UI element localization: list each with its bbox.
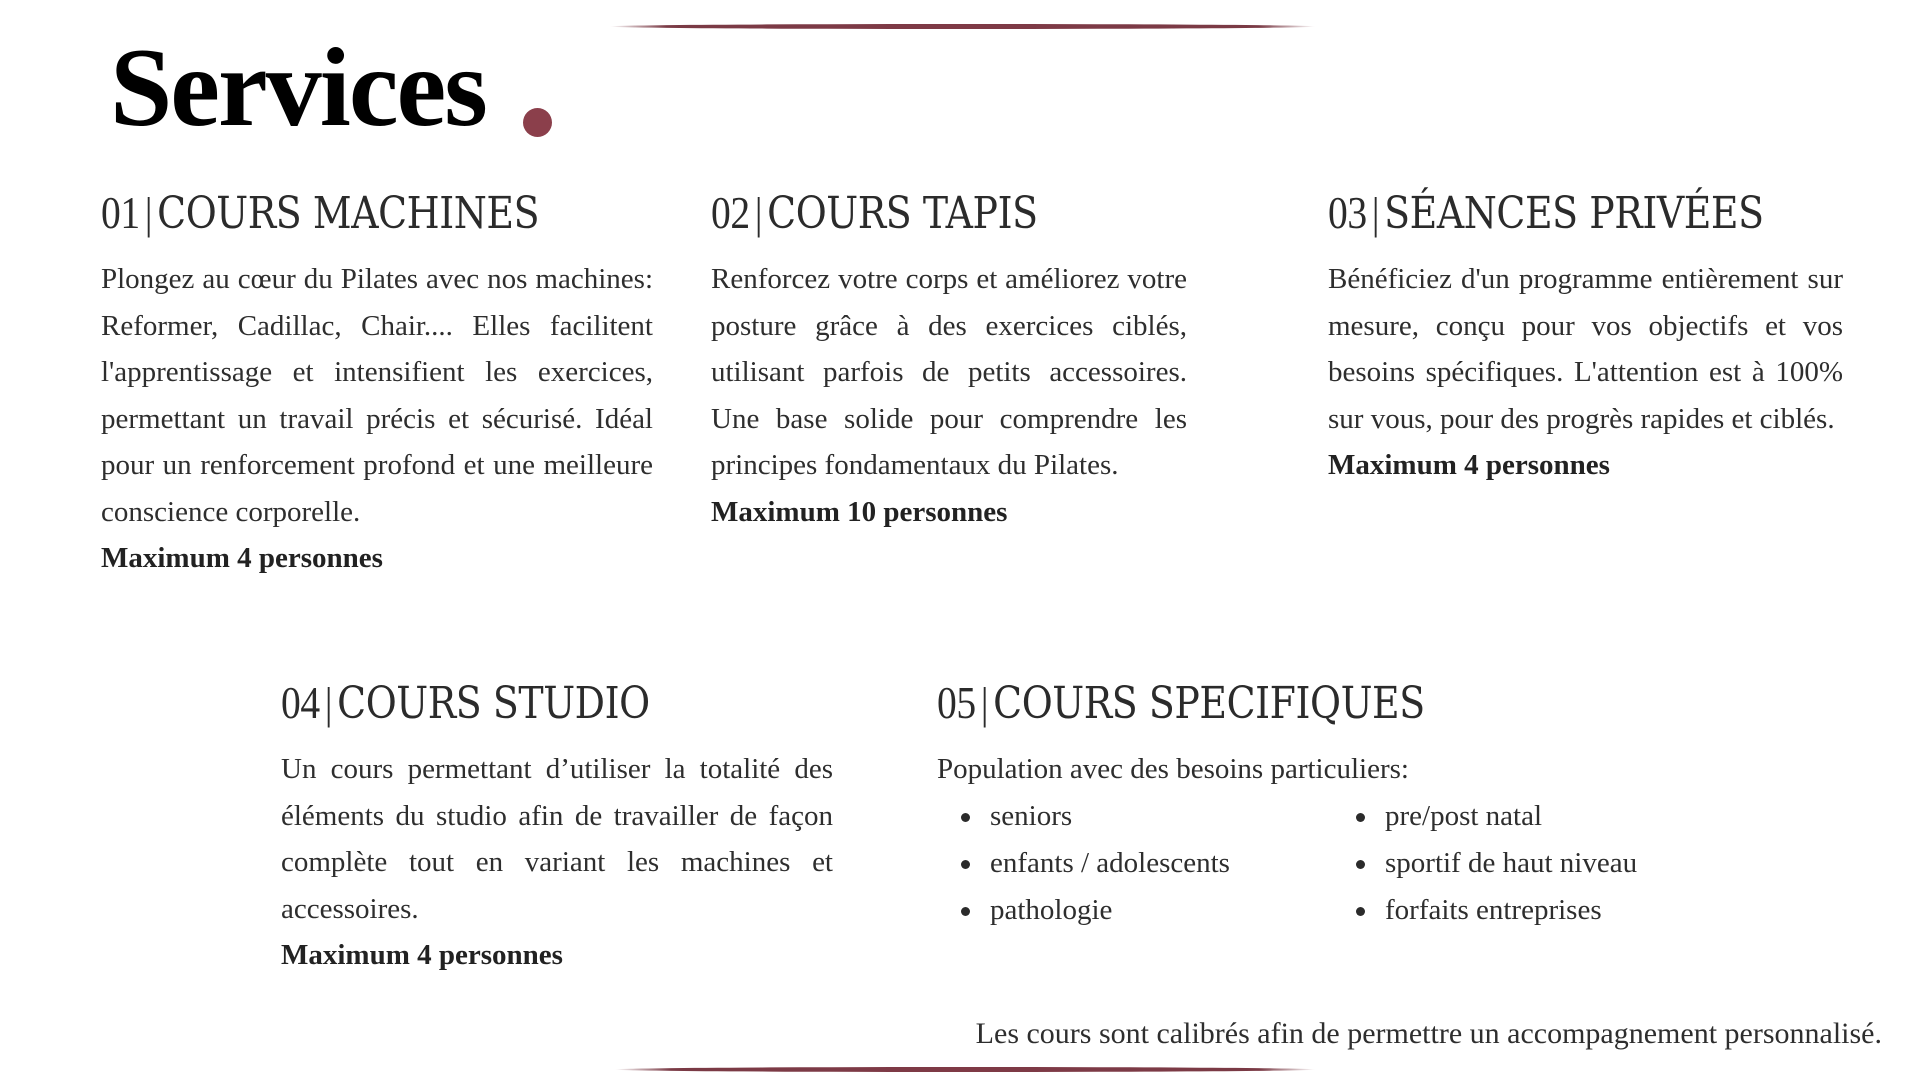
service-card-seances-privees	[1328, 185, 1843, 488]
service-heading	[101, 185, 576, 242]
service-capacity: Maximum 10 personnes	[711, 495, 1008, 528]
bullet-icon	[961, 907, 970, 916]
decorative-bottom-rule	[615, 1067, 1315, 1072]
service-name: COURS STUDIO	[337, 678, 650, 729]
service-heading	[937, 675, 1591, 732]
list-item-label: pathologie	[990, 893, 1113, 926]
service-card-cours-machines	[101, 185, 653, 581]
separator: |	[980, 679, 989, 728]
footer-note: Les cours sont calibrés afin de permettre un accompagnement personnalisé.	[975, 1017, 1882, 1050]
list-item	[1332, 793, 1637, 840]
service-name: SÉANCES PRIVÉES	[1384, 188, 1764, 239]
bullet-icon	[1356, 813, 1365, 822]
service-capacity: Maximum 4 personnes	[101, 542, 383, 574]
service-description: Un cours permettant d’utiliser la totalité des éléments du studio afin de travailler de façon complète tout en variant les machines et accessoires.	[281, 753, 833, 925]
separator: |	[144, 189, 153, 238]
page-title: Services	[110, 26, 486, 150]
service-heading	[281, 675, 756, 732]
service-intro: Population avec des besoins particuliers:	[937, 753, 1409, 785]
service-number: 03	[1328, 187, 1367, 238]
list-item-label: sportif de haut niveau	[1385, 846, 1638, 879]
population-list-right	[1332, 793, 1637, 934]
list-item-label: seniors	[990, 799, 1073, 832]
bullet-icon	[961, 813, 970, 822]
service-name: COURS MACHINES	[157, 188, 540, 239]
service-card-cours-specifiques	[937, 675, 1697, 934]
service-card-cours-tapis	[711, 185, 1187, 535]
separator: |	[754, 189, 763, 238]
service-heading	[1328, 185, 1771, 242]
service-description: Bénéficiez d'un programme entièrement sur mesure, conçu pour vos objectifs et vos besoins spécifiques. L'attention est à 100% sur vous, pour des progrès rapides et ciblés.	[1328, 263, 1843, 435]
population-list-left	[937, 793, 1332, 934]
service-number: 04	[281, 677, 320, 728]
population-lists	[937, 793, 1697, 934]
title-accent-dot	[523, 108, 552, 137]
separator: |	[1371, 189, 1380, 238]
bullet-icon	[961, 860, 970, 869]
service-description: Plongez au cœur du Pilates avec nos machines: Reformer, Cadillac, Chair.... Elles facilitent l'apprentissage et intensifient les exercices, permettant un travail précis et sécurisé. Idéal pour un renforcement profond et une meilleure conscience corporelle.	[101, 263, 653, 528]
list-item-label: enfants / adolescents	[990, 846, 1230, 879]
list-item	[1332, 840, 1637, 887]
service-name: COURS TAPIS	[767, 188, 1038, 239]
service-number: 02	[711, 187, 750, 238]
separator: |	[324, 679, 333, 728]
service-heading	[711, 185, 1120, 242]
list-item	[1332, 887, 1637, 934]
list-item-label: forfaits entreprises	[1385, 893, 1602, 926]
service-name: COURS SPECIFIQUES	[993, 678, 1425, 729]
list-item-label: pre/post natal	[1385, 799, 1543, 832]
service-number: 01	[101, 187, 140, 238]
bullet-icon	[1356, 907, 1365, 916]
list-item	[937, 793, 1332, 840]
service-card-cours-studio	[281, 675, 833, 978]
service-capacity: Maximum 4 personnes	[281, 939, 563, 971]
list-item	[937, 840, 1332, 887]
list-item	[937, 887, 1332, 934]
service-number: 05	[937, 677, 976, 728]
service-capacity: Maximum 4 personnes	[1328, 449, 1610, 481]
service-description: Renforcez votre corps et améliorez votre posture grâce à des exercices ciblés, utilisant parfois de petits accessoires. Une base solide pour comprendre les principes fondamentaux du Pilates.	[711, 263, 1187, 481]
bullet-icon	[1356, 860, 1365, 869]
decorative-top-rule	[610, 24, 1315, 29]
